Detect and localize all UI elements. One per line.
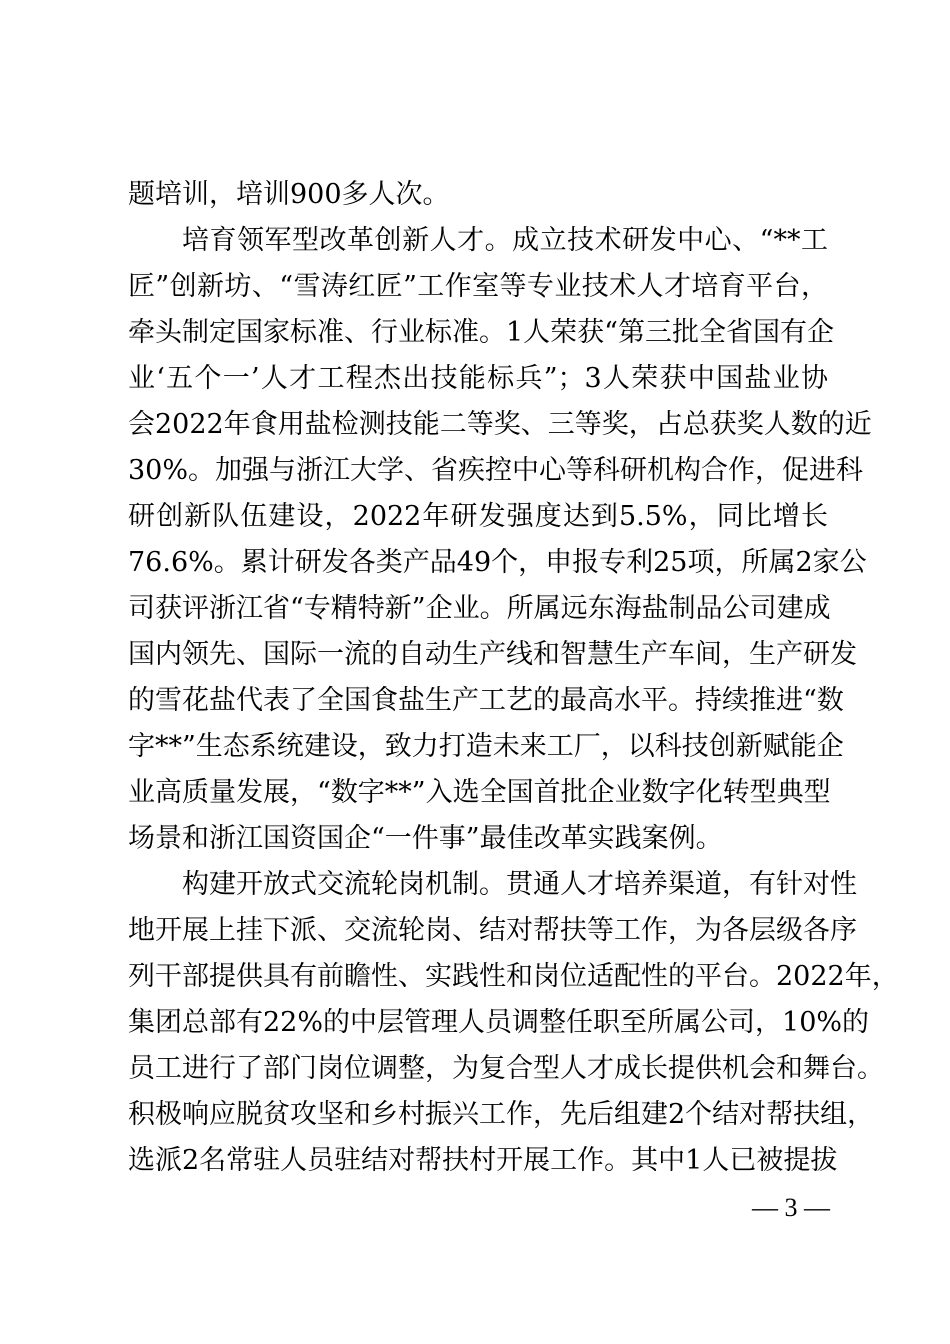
text-line: 牵头制定国家标准、行业标准。1人荣获“第三批全省国有企 [128,317,834,348]
paragraph-heading-line: 构建开放式交流轮岗机制。贯通人才培养渠道，有针对性 [182,869,857,900]
text-line: 集团总部有22%的中层管理人员调整任职至所属公司，10%的 [128,1007,870,1038]
text-line: 国内领先、国际一流的自动生产线和智慧生产车间，生产研发 [128,639,857,670]
text-line: 30%。加强与浙江大学、省疾控中心等科研机构合作，促进科 [128,455,864,486]
text-line: 会2022年食用盐检测技能二等奖、三等奖，占总获奖人数的近 [128,409,872,440]
text-line: 场景和浙江国资国企“一件事”最佳改革实践案例。 [128,823,723,854]
text-line: 字**”生态系统建设，致力打造未来工厂，以科技创新赋能企 [128,731,844,762]
text-line: 司获评浙江省“专精特新”企业。所属远东海盐制品公司建成 [128,593,831,624]
text-line: 选派2名常驻人员驻结对帮扶村开展工作。其中1人已被提拔 [128,1145,838,1176]
text-line: 业高质量发展，“数字**”入选全国首批企业数字化转型典型 [128,777,831,808]
text-line: 的雪花盐代表了全国食盐生产工艺的最高水平。持续推进“数 [128,685,844,716]
text-line: 研创新队伍建设，2022年研发强度达到5.5%，同比增长 [128,501,828,532]
text-line: 员工进行了部门岗位调整，为复合型人才成长提供机会和舞台。 [128,1053,884,1084]
text-line: 列干部提供具有前瞻性、实践性和岗位适配性的平台。2022年， [128,961,899,992]
paragraph-heading-line: 培育领军型改革创新人才。成立技术研发中心、“**工 [182,225,828,256]
text-line: 地开展上挂下派、交流轮岗、结对帮扶等工作，为各层级各序 [128,915,857,946]
text-line: 题培训，培训900多人次。 [128,179,450,210]
page-number: — 3 — [752,1193,830,1222]
text-line: 匠”创新坊、“雪涛红匠”工作室等专业技术人才培育平台， [128,271,828,302]
text-line: 76.6%。累计研发各类产品49个，申报专利25项，所属2家公 [128,547,867,578]
text-line: 业‘五个一’人才工程杰出技能标兵”；3人荣获中国盐业协 [128,363,828,394]
document-body [128,172,899,1184]
text-line: 积极响应脱贫攻坚和乡村振兴工作，先后组建2个结对帮扶组， [128,1099,875,1130]
